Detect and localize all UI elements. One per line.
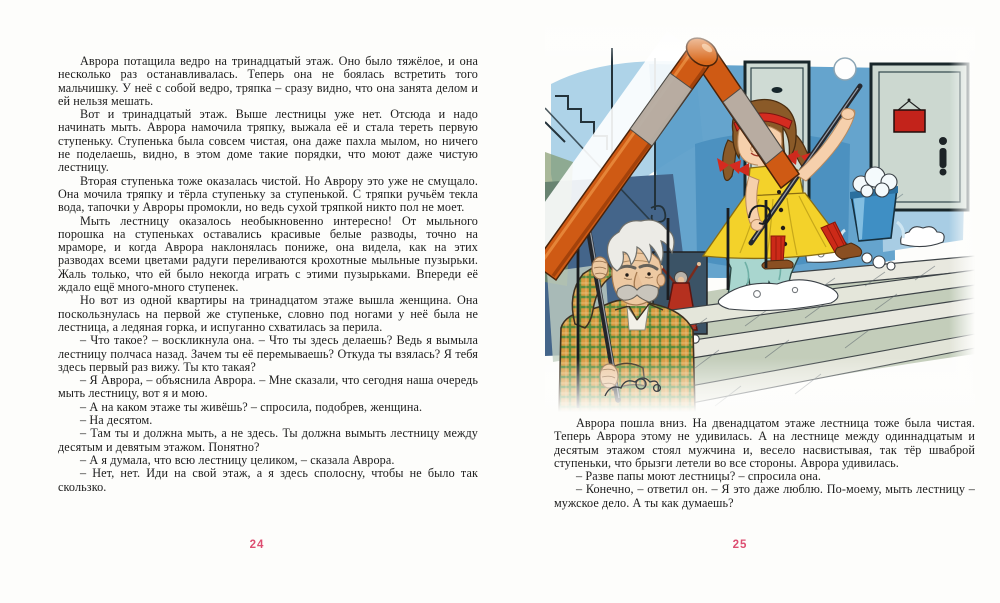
paragraph-dialogue: – Я Аврора, – объяснила Аврора. – Мне сказали, что сегодня наша очередь мыть лестницу, вот я и мою. [58, 373, 478, 401]
paragraph-dialogue: – А на каком этаже ты живёшь? – спросила, подобрев, женщина. [80, 399, 423, 414]
staircase-illustration [545, 22, 975, 412]
paragraph: Аврора потащила ведро на тринадцатый этаж. Оно было тяжёлое, и она несколько раз останавливалась. Теперь она не боялась встретить того мальчишку. У неё с собой ведро, тряпка – сразу видно, что она занята делом и ей нельзя мешать. [58, 54, 478, 108]
paragraph-dialogue: – Там ты и должна мыть, а не здесь. Ты должна вымыть лестницу между десятым и девятым этажом. Понятно? [58, 426, 478, 454]
paragraph-dialogue: – На десятом. [80, 413, 153, 428]
paragraph: Вторая ступенька тоже оказалась чистой. Но Аврору это уже не смущало. Она мочила тряпку и тёрла ступеньку за ступенькой. С тряпки ручьём текла вода, тапочки у Авроры промокли, но ведь сухой тряпкой никто пол не моет. [58, 173, 478, 215]
girl-hand-upper [842, 109, 855, 120]
girl-hand-lower [751, 220, 763, 231]
paragraph: Аврора пошла вниз. На двенадцатом этаже лестница тоже была чистая. Теперь Аврора этому не удивилась. А на лестнице между одиннадцатым и десятым этажом стоял мужчина и, весело насвистывая, так тёр шваброй ступеньки, что брызги летели во все стороны. Аврора удивилась. [554, 416, 975, 470]
page-number-left: 24 [249, 539, 265, 551]
paragraph: Но вот из одной квартиры на тринадцатом этаже вышла женщина. Она поскользнулась на первой же ступеньке, словно под ногами у неё была не лестница, а ледяная горка, и испуганно схватилась за перила. [58, 293, 478, 334]
red-sign [894, 110, 925, 132]
peephole [772, 87, 783, 93]
paragraph: Мыть лестницу оказалось необыкновенно интересно! От мыльного порошка на ступеньках оставались красивые белые разводы, точно на мраморе, и когда Аврора наклонялась пониже, она видела, как на этих разводах всеми цветами радуги переливаются крохотные мыльные пузырьки. Жаль только, что ей было некогда играть с этими пузырьками. Впереди её ждало ещё много-много ступенек. [58, 213, 478, 295]
paragraph-dialogue: – А я думала, что всю лестницу целиком, – сказала Аврора. [80, 452, 395, 467]
left-page-text [58, 55, 478, 494]
paragraph-dialogue: – Нет, нет. Иди на свой этаж, а я здесь сполосну, чтобы не было так скользко. [58, 466, 478, 494]
paragraph-dialogue: – Конечно, – ответил он. – Я это даже люблю. По-моему, мыть лестницу – мужское дело. А ты как думаешь? [554, 482, 975, 510]
right-page-text [554, 417, 975, 510]
paragraph-dialogue: – Что такое? – воскликнула она. – Что ты здесь делаешь? Ведь я вымыла лестницу полчаса назад. Зачем ты её перемываешь? Откуда ты взялась? Я тебя здесь первый раз вижу. Ты кто такая? [58, 333, 478, 374]
paragraph: Вот и тринадцатый этаж. Выше лестницы уже нет. Отсюда и надо начинать мыть. Аврора намочила тряпку, выжала её и стала тереть первую ступеньку. Ступенька была совсем чистая, она даже пахла мылом, но ничего не поделаешь, видно, в этом доме такие порядки, что моют даже чистую лестницу. [58, 107, 478, 175]
page-number-right: 25 [732, 539, 748, 551]
paragraph-dialogue: – Разве папы моют лестницы? – спросила она. [576, 469, 822, 484]
